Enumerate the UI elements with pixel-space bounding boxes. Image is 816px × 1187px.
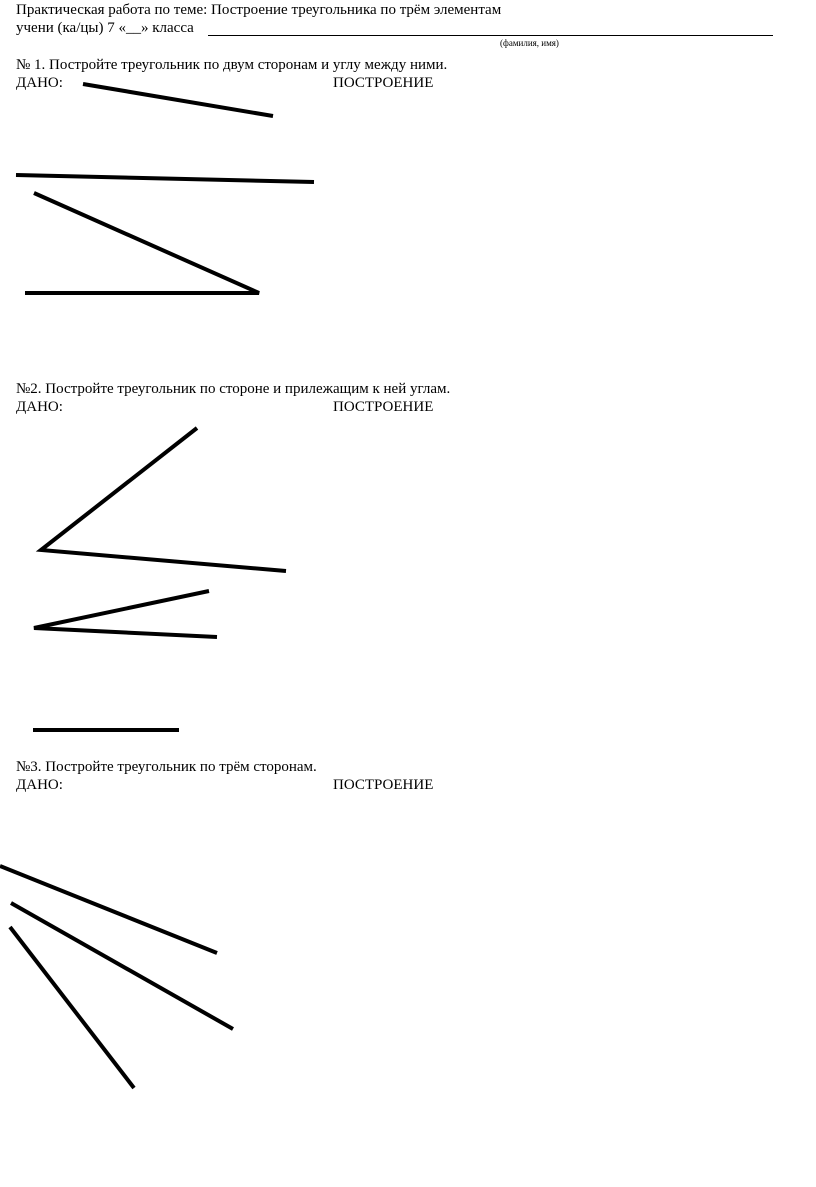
task-1-side-a <box>83 84 273 116</box>
task-3-side-b <box>11 903 233 1029</box>
task-3-side-a <box>0 866 217 953</box>
task-2-construction-label: ПОСТРОЕНИЕ <box>333 399 434 415</box>
task-2-angle-2 <box>34 591 217 637</box>
task-1-angle <box>25 193 259 293</box>
task-3-title: №3. Постройте треугольник по трём сторонам. <box>16 759 317 775</box>
name-hint: (фамилия, имя) <box>500 38 559 48</box>
task-1-side-b <box>16 175 314 182</box>
task-2-angle-1 <box>41 428 286 571</box>
student-line-label: учени (ка/цы) 7 «__» класса <box>16 20 194 36</box>
task-2-given-label: ДАНО: <box>16 399 63 415</box>
task-1-title: № 1. Постройте треугольник по двум сторонам и углу между ними. <box>16 57 448 73</box>
task-1-given-label: ДАНО: <box>16 75 63 91</box>
task-3-side-c <box>10 927 134 1088</box>
task-1-construction-label: ПОСТРОЕНИЕ <box>333 75 434 91</box>
task-2-title: №2. Постройте треугольник по стороне и прилежащим к ней углам. <box>16 381 451 397</box>
worksheet-title: Практическая работа по теме: Построение треугольника по трём элементам <box>16 2 502 18</box>
task-3-construction-label: ПОСТРОЕНИЕ <box>333 777 434 793</box>
task-3-given-label: ДАНО: <box>16 777 63 793</box>
